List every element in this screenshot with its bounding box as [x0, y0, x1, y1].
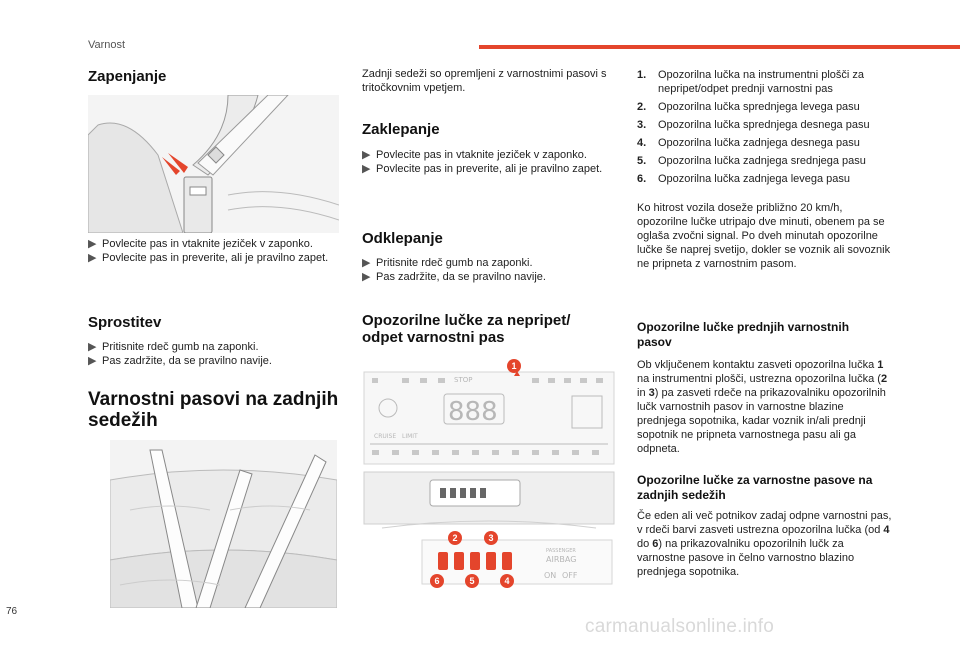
rear-seat-drawing: [110, 440, 337, 608]
badge-3: 3: [484, 531, 498, 545]
intro-paragraph: Zadnji sedeži so opremljeni z varnostnimi pasovi s tritočkovnim vpetjem.: [362, 68, 607, 94]
unlocking-instructions: [362, 256, 617, 284]
heading-rear-lamps: Opozorilne lučke za varnostne pasove na zadnjih sedežih: [637, 473, 873, 502]
heading-zaklepanje: Zaklepanje: [362, 121, 440, 138]
heading-odklepanje: Odklepanje: [362, 230, 443, 247]
list-item: ▶ Povlecite pas in preverite, ali je pravilno zapet.: [362, 163, 603, 175]
lcd-limit-label: LIMIT: [402, 433, 418, 440]
list-item: 6. Opozorilna lučka zadnjega levega pasu: [637, 173, 851, 185]
front-lamps-paragraph: Ob vključenem kontaktu zasveti opozorilna lučka 1 na instrumentni plošči, ustrezna opozorilna lučka (2 in 3) pa zasveti rdeče na prikazovalniku opozorilnih lučk varnostnih pasov in varnostne blazine prednjega sopotnika, kadar voznik in/ali prednji sopotnik ne pripneta varnostnega pasu ali ga odpneta.: [637, 359, 888, 455]
badge-1: 1: [507, 359, 521, 373]
badge-4: 4: [500, 574, 514, 588]
list-item: ▶ Pritisnite rdeč gumb na zaponki.: [362, 257, 533, 269]
lamp-legend-list: [637, 68, 897, 190]
badge-6: 6: [430, 574, 444, 588]
page-number: 76: [6, 606, 18, 617]
bullet-arrow-icon: ▶: [362, 149, 371, 161]
bullet-arrow-icon: ▶: [88, 238, 97, 250]
buckling-instructions: [88, 237, 343, 265]
bullet-arrow-icon: ▶: [362, 257, 371, 269]
bullet-arrow-icon: ▶: [88, 341, 97, 353]
heading-front-lamps: Opozorilne lučke prednjih varnostnih pasov: [637, 320, 850, 349]
list-item: ▶ Pas zadržite, da se pravilno navije.: [362, 271, 546, 283]
badge-5: 5: [465, 574, 479, 588]
release-instructions: [88, 340, 343, 368]
lcd-on-label: ON: [544, 571, 557, 580]
list-item: ▶ Pritisnite rdeč gumb na zaponki.: [88, 341, 259, 353]
list-item: ▶ Povlecite pas in preverite, ali je pravilno zapet.: [88, 252, 329, 264]
watermark: carmanualsonline.info: [585, 616, 775, 637]
list-item: 3. Opozorilna lučka sprednjega desnega pasu: [637, 119, 870, 131]
bullet-arrow-icon: ▶: [362, 163, 371, 175]
heading-warning-lamps: Opozorilne lučke za nepripet/ odpet varnostni pas: [362, 312, 571, 346]
list-item: ▶ Povlecite pas in vtaknite jeziček v zaponko.: [88, 238, 313, 250]
badge-2: 2: [448, 531, 462, 545]
list-item: ▶ Povlecite pas in vtaknite jeziček v zaponko.: [362, 149, 587, 161]
buckle-drawing: [88, 95, 339, 233]
speed-paragraph: Ko hitrost vozila doseže približno 20 km/h, opozorilne lučke utripajo dve minuti, obenem pa se oglaša zvočni signal. Po dveh minutah opozorilne lučke še naprej svetijo, dokler se voznik ali sovoznik ne pripneta z varnostnim pasom.: [637, 202, 891, 270]
heading-zapenjanje: Zapenjanje: [88, 68, 167, 85]
list-item: 1. Opozorilna lučka na instrumentni plošči za nepripet/odpet prednji varnostni pas: [637, 69, 865, 95]
bullet-arrow-icon: ▶: [88, 252, 97, 264]
lcd-passenger-label: PASSENGER: [546, 548, 576, 554]
bullet-arrow-icon: ▶: [88, 355, 97, 367]
instrument-panel-figure: [362, 356, 616, 610]
locking-instructions: [362, 148, 617, 176]
lcd-digits: 888: [448, 397, 498, 427]
heading-rear-belts: Varnostni pasovi na zadnjih sedežih: [88, 389, 339, 431]
rear-lamps-paragraph: Če eden ali več potnikov zadaj odpne varnostni pas, v rdeči barvi zasveti ustrezna opozorilna lučka (od 4 do 6) na prikazovalniku opozorilnih lučk za varnostne pasove in čelno varnostno blazino prednjega sopotnika.: [637, 510, 892, 578]
lcd-stop-label: STOP: [454, 376, 473, 384]
section-label: Varnost: [88, 39, 126, 51]
instrument-panel-drawing: [362, 356, 616, 610]
lcd-airbag-label: AIRBAG: [546, 555, 577, 564]
rear-seat-illustration: [110, 440, 337, 608]
list-item: ▶ Pas zadržite, da se pravilno navije.: [88, 355, 272, 367]
bullet-arrow-icon: ▶: [362, 271, 371, 283]
lcd-off-label: OFF: [562, 571, 578, 580]
list-item: 4. Opozorilna lučka zadnjega desnega pasu: [637, 137, 860, 149]
buckle-illustration: [88, 95, 339, 233]
heading-sprostitev: Sprostitev: [88, 314, 162, 331]
header-accent-bar: [479, 45, 960, 49]
list-item: 5. Opozorilna lučka zadnjega srednjega pasu: [637, 155, 866, 167]
list-item: 2. Opozorilna lučka sprednjega levega pasu: [637, 101, 860, 113]
lcd-cruise-label: CRUISE: [374, 433, 397, 440]
